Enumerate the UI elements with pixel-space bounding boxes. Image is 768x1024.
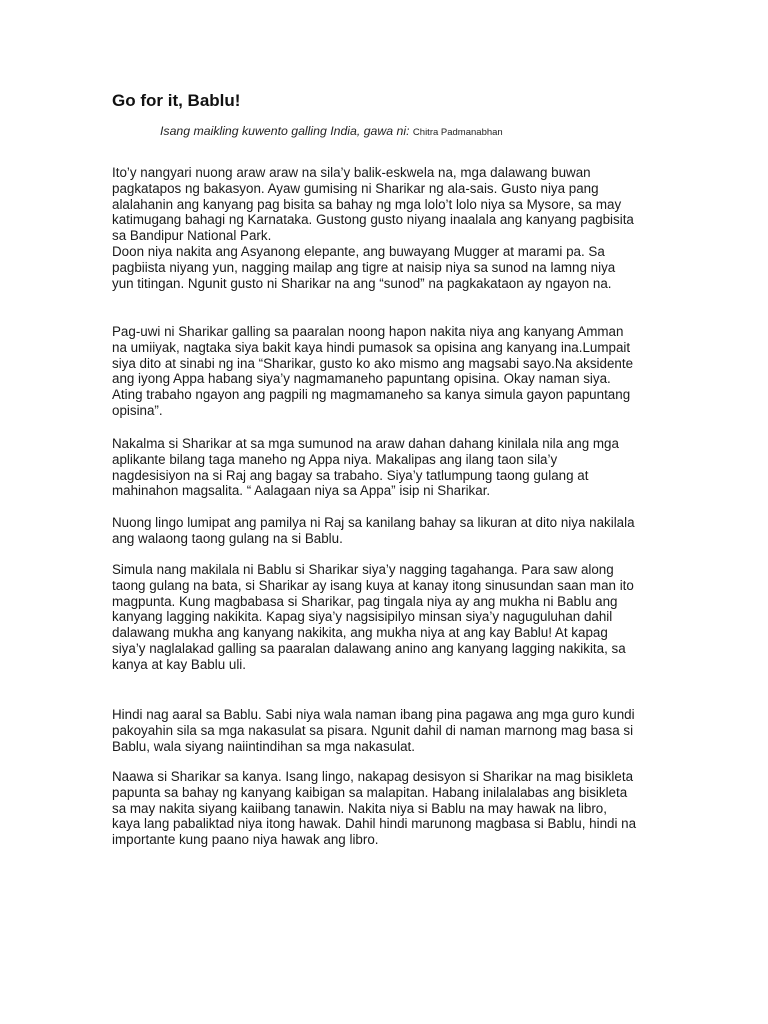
- text-line: siya dito at sinabi ng ina “Sharikar, gusto ko ako mismo ang magsabi sayo.Na aksidente: [112, 355, 634, 371]
- paragraph-2: [112, 324, 672, 419]
- text-line: opisina”.: [112, 402, 163, 418]
- text-line: dalawang mukha ang kanyang nakikita, ang mukha niya at ang kay Bablu! At kapag: [112, 625, 608, 641]
- text-line: kanya at kay Bablu uli.: [112, 656, 246, 672]
- text-line: mahinahon magsalita. “ Aalagaan niya sa Appa” isip ni Sharikar.: [112, 483, 491, 499]
- paragraph-1: [112, 165, 672, 291]
- text-line: kaya lang pabaliktad niya itong hawak. Dahil hindi marunong magbasa si Bablu, hindi na: [112, 816, 637, 832]
- text-line: na umiiyak, nagtaka siya bakit kaya hindi pumasok sa opisina ang kanyang ina.Lumpait: [112, 339, 631, 355]
- text-line: nagdesisiyon na si Raj ang bagay sa trabaho. Siya’y tatlumpung taong gulang at: [112, 467, 589, 483]
- text-line: sa Bandipur National Park.: [112, 228, 272, 244]
- text-line: Doon niya nakita ang Asyanong elepante, ang buwayang Mugger at marami pa. Sa: [112, 243, 605, 259]
- text-line: pagbiista niyang yun, nagging mailap ang tigre at naisip niya sa sunod na lamng niya: [112, 259, 616, 275]
- subtitle-text: Isang maikling kuwento galling India, gawa ni:: [160, 124, 413, 138]
- text-line: Ating trabaho ngayon ang pagpili ng magmamaneho sa kanya simula gayon papuntang: [112, 387, 631, 403]
- text-line: aplikante bilang taga maneho ng Appa niya. Makalipas ang ilang taon sila’y: [112, 451, 558, 467]
- paragraph-7: [112, 769, 672, 848]
- text-line: Ito’y nangyari nuong araw araw na sila’y balik-eskwela na, mga dalawang buwan: [112, 165, 591, 180]
- document-subtitle: [160, 124, 503, 138]
- text-line: Naawa si Sharikar sa kanya. Isang lingo, nakapag desisyon si Sharikar na mag bisikleta: [112, 769, 634, 784]
- text-line: papunta sa bahay ng kanyang kaibigan sa malapitan. Habang inilalalabas ang bisikleta: [112, 784, 628, 800]
- text-line: Pag-uwi ni Sharikar galling sa paaralan noong hapon nakita niya ang kanyang Amman: [112, 324, 624, 339]
- document-title: Go for it, Bablu!: [112, 91, 241, 110]
- text-line: Nakalma si Sharikar at sa mga sumunod na araw dahan dahang kinilala nila ang mga: [112, 436, 619, 451]
- text-line: Hindi nag aaral sa Bablu. Sabi niya wala naman ibang pina pagawa ang mga guro kundi: [112, 707, 635, 722]
- text-line: Nuong lingo lumipat ang pamilya ni Raj sa kanilang bahay sa likuran at dito niya nakilala: [112, 515, 635, 530]
- text-line: yun titingan. Ngunit gusto ni Sharikar na ang “sunod” na pagkakataon ay ngayon na.: [112, 275, 612, 291]
- paragraph-5: [112, 562, 672, 673]
- text-line: kanyang lagging nakikita. Kapag siya’y nagsisipilyo minsan siya’y naguguluhan dahil: [112, 609, 613, 625]
- text-line: magpunta. Kung magbabasa si Sharikar, pag tingala niya ay ang mukha ni Bablu ang: [112, 593, 618, 609]
- text-line: pakoyahin sila sa mga nakasulat sa pisara. Ngunit dahil di naman marnong mag basa si: [112, 722, 634, 738]
- text-line: importante kung paano niya hawak ang libro.: [112, 832, 379, 848]
- paragraph-4: [112, 515, 672, 547]
- text-line: taong gulang na bata, si Sharikar ay isang kuya at kanay itong sinusundan saan man ito: [112, 577, 634, 593]
- text-line: ang walaong taong gulang na si Bablu.: [112, 530, 343, 546]
- paragraph-3: [112, 436, 672, 499]
- text-line: ang iyong Appa habang siya’y nagmamaneho papuntang opisina. Okay naman siya.: [112, 371, 611, 387]
- paragraph-6: [112, 707, 672, 754]
- text-line: Simula nang makilala ni Bablu si Sharikar siya’y nagging tagahanga. Para saw along: [112, 562, 614, 577]
- text-line: Bablu, wala siyang naiintindihan sa mga nakasulat.: [112, 738, 415, 754]
- text-line: siya’y naglalakad galling sa paaralan dalawang anino ang kanyang lagging nakikita, sa: [112, 640, 626, 656]
- text-line: sa may nakita siyang kaiibang tanawin. Nakita niya si Bablu na may hawak na libro,: [112, 800, 607, 816]
- text-line: alalahanin ang kanyang pag bisita sa bahay ng mga lolo’t lolo niya sa Mysore, sa may: [112, 196, 622, 212]
- author-name: Chitra Padmanabhan: [412, 127, 503, 138]
- text-line: pagkatapos ng bakasyon. Ayaw gumising ni Sharikar ng ala-sais. Gusto niya pang: [112, 180, 599, 196]
- text-line: katimugang bahagi ng Karnataka. Gustong gusto niyang inaalala ang kanyang pagbisita: [112, 212, 634, 228]
